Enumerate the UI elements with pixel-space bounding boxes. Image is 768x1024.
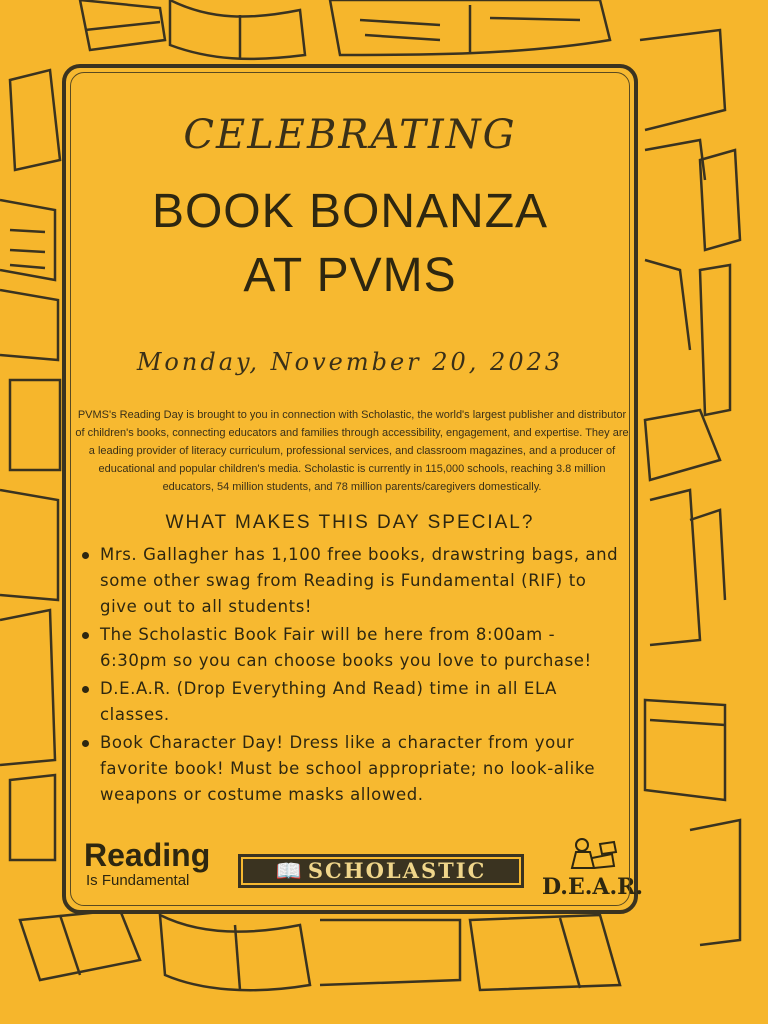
title-line-1: BOOK BONANZA — [151, 185, 549, 238]
section-heading: WHAT MAKES THIS DAY SPECIAL? — [165, 512, 535, 533]
reading-child-icon — [542, 836, 632, 876]
list-item — [78, 676, 628, 728]
bullet-icon — [82, 552, 89, 559]
bullet-icon — [82, 632, 89, 639]
bullet-icon — [82, 740, 89, 747]
list-item-text: Book Character Day! Dress like a character from your favorite book! Must be school appropriate; no look-alike weapons or costume masks allowed. — [100, 733, 596, 804]
highlights-list — [78, 542, 628, 810]
flyer-panel — [62, 64, 644, 914]
list-item-text: The Scholastic Book Fair will be here from 8:00am - 6:30pm so you can choose books you love to purchase! — [100, 625, 592, 670]
open-book-icon: 📖 — [275, 858, 304, 883]
bullet-icon — [82, 686, 89, 693]
list-item — [78, 730, 628, 808]
list-item-text: D.E.A.R. (Drop Everything And Read) time in all ELA classes. — [100, 679, 558, 724]
event-date: Monday, November 20, 2023 — [136, 348, 564, 376]
kicker-heading: CELEBRATING — [183, 112, 517, 158]
page-title — [66, 180, 634, 308]
rif-logo — [84, 838, 224, 889]
sponsor-logos — [66, 836, 644, 906]
dear-logo-text: D.E.A.R. — [542, 874, 644, 900]
list-item — [78, 622, 628, 674]
rif-logo-main: Reading — [84, 837, 211, 873]
scholastic-logo — [238, 854, 524, 888]
intro-paragraph: PVMS's Reading Day is brought to you in connection with Scholastic, the world's largest publisher and distributor of children's books, connecting educators and families through accessibility, engagement, and expertise. They are a leading provider of literacy curriculum, professional services, and classroom magazines, and a producer of educational and popular children's media. Scholastic is currently in 115,000 schools, reaching 3.8 million educators, 54 million students, and 78 million parents/caregivers domestically. — [75, 409, 629, 493]
rif-logo-sub: Is Fundamental — [86, 872, 190, 889]
dear-logo — [542, 836, 644, 906]
title-line-2: AT PVMS — [243, 249, 457, 302]
scholastic-logo-text: SCHOLASTIC — [307, 858, 487, 883]
list-item-text: Mrs. Gallagher has 1,100 free books, drawstring bags, and some other swag from Reading is Fundamental (RIF) to give out to all students! — [100, 545, 619, 616]
list-item — [78, 542, 628, 620]
